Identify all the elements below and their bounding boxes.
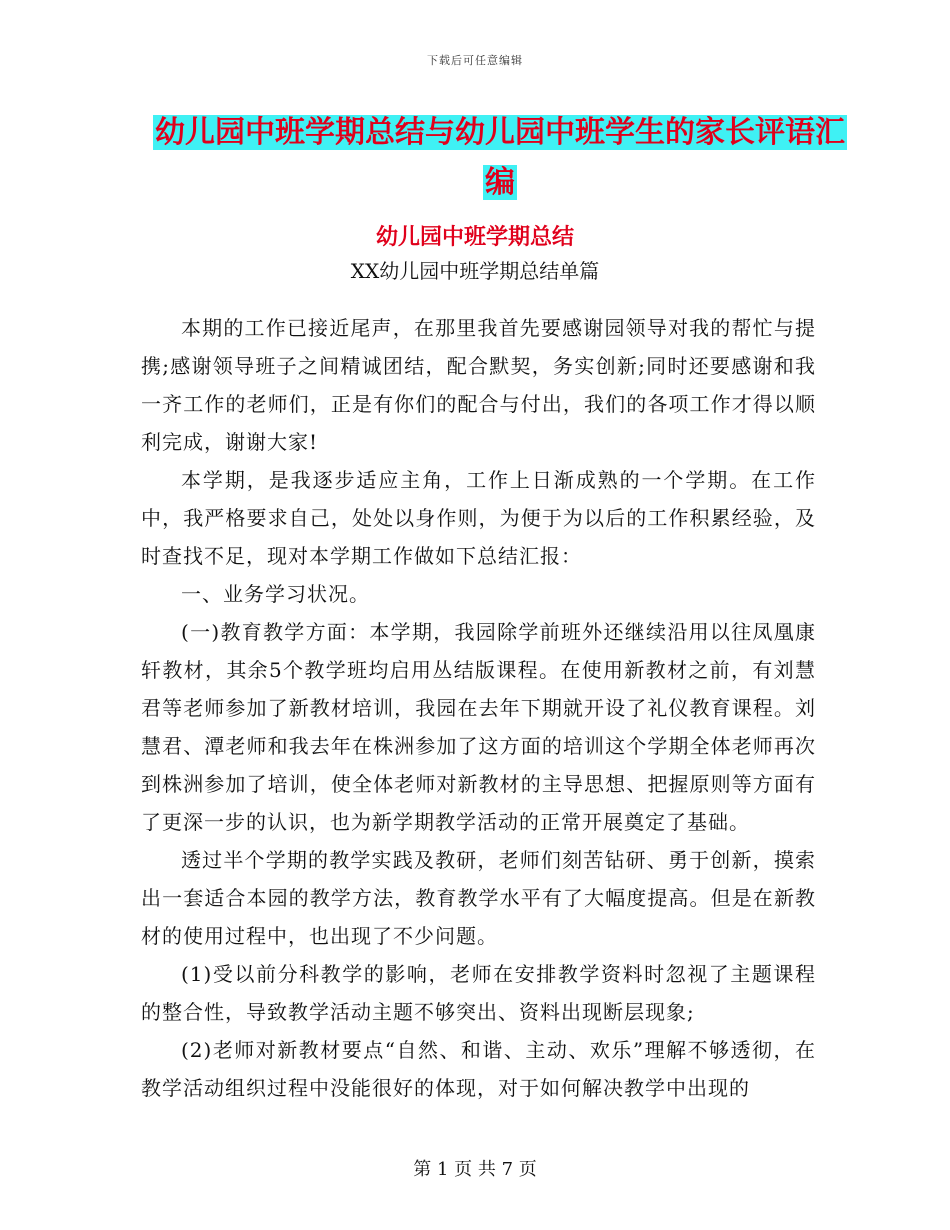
paragraph: (1)受以前分科教学的影响，老师在安排教学资料时忽视了主题课程的整合性，导致教学活动主题不够突出、资料出现断层现象; — [141, 962, 816, 1024]
section-title: 幼儿园中班学期总结 — [375, 225, 574, 250]
page-footer: 第 1 页 共 7 页 — [413, 1159, 537, 1180]
paragraph: 一、业务学习状况。 — [181, 582, 370, 606]
document-title — [150, 108, 850, 208]
paragraph: (2)老师对新教材要点“自然、和谐、主动、欢乐”理解不够透彻，在教学活动组织过程中没能很好的体现，对于如何解决教学中出现的 — [141, 1038, 816, 1100]
paragraph: 本学期，是我逐步适应主角，工作上日渐成熟的一个学期。在工作中，我严格要求自己，处处以身作则，为便于为以后的工作积累经验，及时查找不足，现对本学期工作做如下总结汇报： — [141, 468, 816, 568]
section-subtitle: XX幼儿园中班学期总结单篇 — [350, 259, 600, 283]
document-title-line1: 幼儿园中班学期总结与幼儿园中班学生的家长评语汇 — [155, 115, 845, 150]
paragraph: 本期的工作已接近尾声，在那里我首先要感谢园领导对我的帮忙与提携;感谢领导班子之间精诚团结，配合默契，务实创新;同时还要感谢和我一齐工作的老师们，正是有你们的配合与付出，我们的各项工作才得以顺利完成，谢谢大家! — [141, 316, 816, 454]
paragraph: (一)教育教学方面：本学期，我园除学前班外还继续沿用以往凤凰康轩教材，其余5个教学班均启用丛结版课程。在使用新教材之前，有刘慧君等老师参加了新教材培训，我园在去年下期就开设了礼仪教育课程。刘慧君、潭老师和我去年在株洲参加了这方面的培训这个学期全体老师再次到株洲参加了培训，使全体老师对新教材的主导思想、把握原则等方面有了更深一步的认识，也为新学期教学活动的正常开展奠定了基础。 — [141, 620, 816, 834]
document-body — [141, 309, 816, 1107]
document-title-line2: 编 — [485, 165, 515, 200]
paragraph: 透过半个学期的教学实践及教研，老师们刻苦钻研、勇于创新，摸索出一套适合本园的教学方法，教育教学水平有了大幅度提高。但是在新教材的使用过程中，也出现了不少问题。 — [141, 848, 816, 948]
header-note: 下载后可任意编辑 — [427, 54, 523, 67]
